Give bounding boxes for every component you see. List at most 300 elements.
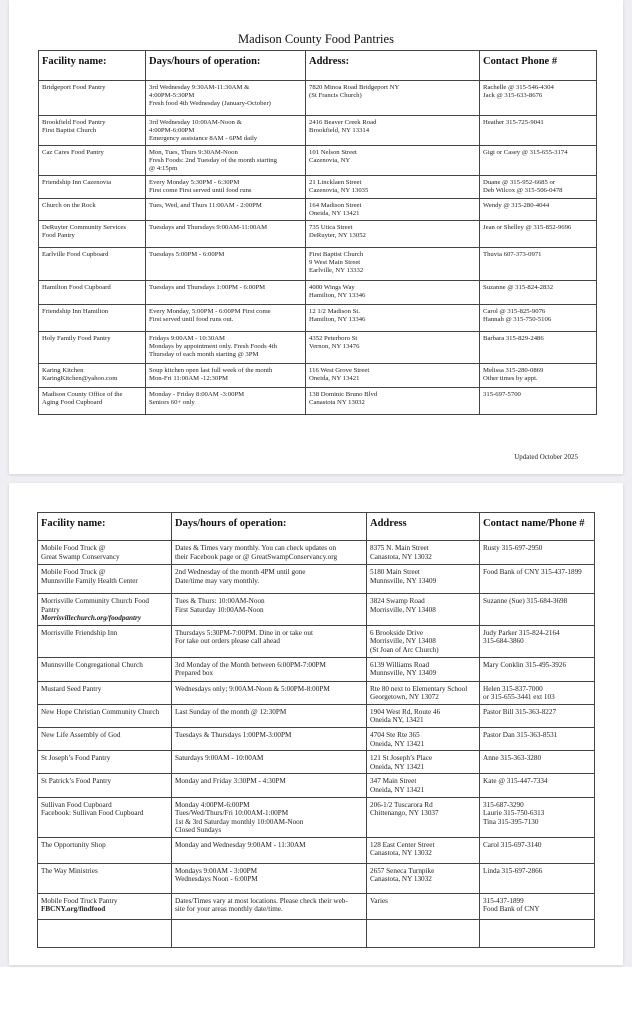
cell-contact: [480, 657, 595, 681]
cell-contact: [480, 305, 597, 332]
updated-date: Updated October 2025: [514, 453, 578, 461]
facility-line: Munnsville Family Health Center: [41, 576, 138, 585]
cell-facility: [39, 332, 146, 364]
cell-facility: [38, 657, 172, 681]
cell-facility: [38, 594, 172, 626]
hours-line: Mondays by appointment only. Fresh Foods 4th: [149, 343, 277, 350]
cell-contact: [480, 774, 595, 797]
facility-line: Hamilton Food Cupboard: [42, 284, 111, 291]
cell-contact: [480, 221, 597, 248]
cell-address: [306, 221, 480, 248]
address-line: 4000 Wings Way: [309, 284, 355, 291]
cell-hours: [146, 364, 306, 388]
address-line: 6139 Williams Road: [370, 660, 430, 669]
address-line: 4704 Ste Rte 365: [370, 730, 420, 739]
cell-facility: [38, 893, 172, 919]
table-row: [38, 751, 595, 774]
facility-line: New Hope Christian Community Church: [41, 707, 160, 716]
cell-address: [306, 176, 480, 199]
facility-line: Food Pantry: [42, 232, 75, 239]
cell-hours: [172, 704, 367, 727]
cell-facility: [39, 199, 146, 221]
address-line: (St Francis Church): [309, 92, 362, 99]
hours-line: Tues, Wed, and Thurs 11:00AM - 2:00PM: [149, 202, 262, 209]
header-facility: Facility name:: [39, 51, 146, 81]
address-line: Varies: [370, 896, 388, 905]
hours-line: First come First served until food runs: [149, 187, 252, 194]
hours-line: Tues/Wed/Thurs/Fri 10:00AM-1:00PM: [175, 809, 289, 818]
cell-hours: [146, 221, 306, 248]
hours-line: Mon, Tues, Thurs 9:30AM-Noon: [149, 149, 238, 156]
facility-line: Morrisville Community Church Food: [41, 597, 150, 605]
table-row: [38, 774, 595, 797]
address-line: Brookfield, NY 13314: [309, 127, 370, 134]
hours-line: Seniors 60+ only: [149, 399, 195, 406]
cell-hours: [146, 81, 306, 116]
table-header-row: [38, 513, 595, 541]
hours-line: Last Sunday of the month @ 12:30PM: [175, 707, 287, 716]
hours-line: First Saturday 10:00AM-Noon: [175, 605, 264, 614]
address-line: 116 West Grove Street: [309, 367, 370, 374]
food-pantries-table-page-2: [37, 512, 595, 948]
cell-hours: [146, 199, 306, 221]
contact-line: Other times by appt.: [483, 375, 538, 382]
table-row: [39, 305, 597, 332]
cell-address: [306, 146, 480, 176]
cell-address: [306, 305, 480, 332]
cell-address: [367, 625, 480, 657]
contact-line: Judy Parker 315-824-2164: [483, 628, 560, 637]
cell-address: [367, 681, 480, 704]
address-line: Morrisville, NY 13408: [370, 605, 436, 614]
hours-line: First served until food runs out.: [149, 316, 234, 323]
cell-contact: [480, 565, 595, 594]
cell-hours: [146, 388, 306, 415]
hours-line: Thursday of each month starting @ 3PM: [149, 351, 259, 358]
address-line: Canastota, NY 13032: [370, 849, 432, 858]
cell-facility: [38, 774, 172, 797]
website-link[interactable]: Morrisvillechurch.org/foodpantry: [41, 614, 142, 623]
facility-line: Mobile Food Truck @: [41, 544, 106, 552]
table-row: [38, 565, 595, 594]
cell-hours: [146, 305, 306, 332]
address-line: Morrisville, NY 13408: [370, 637, 436, 646]
contact-line: Tina 315-395-7130: [483, 817, 539, 826]
hours-line: Fresh Foods: 2nd Tuesday of the month starting: [149, 157, 277, 164]
hours-line: Date/time may vary monthly.: [175, 576, 260, 585]
hours-line: Wednesdays only; 9:00AM-Noon & 5:00PM-8:00PM: [175, 684, 330, 693]
cell-hours: [146, 146, 306, 176]
facility-line: Morrisville Friendship Inn: [41, 628, 118, 637]
table-row: [38, 657, 595, 681]
header-hours: Days/hours of operation:: [146, 51, 306, 81]
table-row: [39, 221, 597, 248]
cell-hours: [172, 893, 367, 919]
contact-line: 315-684-3860: [483, 637, 524, 646]
contact-line: 315-687-3290: [483, 800, 524, 809]
hours-line: Every Monday 5:30PM - 6:30PM: [149, 179, 240, 186]
cell-facility: [39, 81, 146, 116]
cell-address: [367, 704, 480, 727]
hours-line: Closed Sundays: [175, 826, 222, 835]
contact-line: Carol @ 315-825-9076: [483, 308, 546, 315]
table-row: [38, 837, 595, 863]
hours-line: Wednesdays Noon - 6:00PM: [175, 875, 258, 884]
hours-line: Monday - Friday 8:00AM -3:00PM: [149, 391, 245, 398]
cell-contact: [480, 248, 597, 281]
document-page-2: [9, 483, 623, 965]
contact-line: Laurie 315-750-6313: [483, 809, 545, 818]
facility-line: First Baptist Church: [42, 127, 97, 134]
cell-contact: [480, 751, 595, 774]
address-line: Cazenovia, NY 13035: [309, 187, 369, 194]
food-pantries-table-page-1: [38, 50, 597, 415]
cell-facility: [38, 565, 172, 594]
contact-line: Food Bank of CNY: [483, 905, 540, 914]
hours-line: 1st & 3rd Saturday monthly 10:00AM-Noon: [175, 817, 304, 826]
cell-address: [367, 565, 480, 594]
cell-contact: [480, 919, 595, 947]
address-line: Canastota, NY 13032: [370, 552, 432, 561]
cell-hours: [146, 332, 306, 364]
cell-address: [367, 797, 480, 837]
address-line: Georgetown, NY 13072: [370, 693, 439, 702]
contact-line: Suzanne @ 315-824-2832: [483, 284, 554, 291]
hours-line: Tues & Thurs: 10:00AM-Noon: [175, 597, 265, 605]
hours-line: 2nd Wednesday of the month 4PM until gone: [175, 568, 306, 576]
address-line: Chittenango, NY 13037: [370, 809, 439, 818]
cell-facility: [38, 797, 172, 837]
table-row: [38, 919, 595, 947]
cell-facility: [39, 364, 146, 388]
cell-contact: [480, 364, 597, 388]
hours-line: site for your areas monthly date/time.: [175, 905, 283, 914]
cell-address: [306, 199, 480, 221]
header-facility: Facility name:: [38, 513, 172, 541]
address-line: 164 Madison Street: [309, 202, 362, 209]
table-row: [39, 332, 597, 364]
contact-line: Jack @ 315-633-8676: [483, 92, 543, 99]
hours-line: Tuesdays and Thursdays 9:00AM-11:00AM: [149, 224, 268, 231]
cell-hours: [172, 625, 367, 657]
hours-line: 3rd Wednesday 9:30AM-11:30AM &: [149, 84, 250, 91]
address-line: Earlville, NY 13332: [309, 267, 364, 274]
cell-contact: [480, 388, 597, 415]
facility-line: St Patrick’s Food Pantry: [41, 777, 112, 786]
address-line: Vernon, NY 13476: [309, 343, 360, 350]
facility-line: New Life Assembly of God: [41, 730, 121, 739]
contact-line: Barbara 315-829-2486: [483, 335, 544, 342]
contact-line: Melissa 315-280-0869: [483, 367, 544, 374]
address-line: (St Joan of Arc Church): [370, 645, 439, 654]
hours-line: Tuesdays & Thursdays 1:00PM-3:00PM: [175, 730, 292, 739]
cell-hours: [172, 681, 367, 704]
cell-contact: [480, 541, 595, 565]
cell-contact: [480, 863, 595, 893]
address-line: 4352 Peterboro St: [309, 335, 358, 342]
contact-line: 315-697-5700: [483, 391, 521, 398]
cell-address: [306, 281, 480, 305]
hours-line: 3rd Monday of the Month between 6:00PM-7:00PM: [175, 660, 326, 669]
table-row: [38, 594, 595, 626]
table-row: [38, 704, 595, 727]
cell-contact: [480, 146, 597, 176]
cell-address: [306, 116, 480, 146]
facility-line: Brookfield Food Pantry: [42, 119, 106, 126]
contact-line: Heather 315-725-9041: [483, 119, 544, 126]
table-row: [38, 681, 595, 704]
hours-line: Monday 4:00PM-6:00PM: [175, 800, 250, 809]
cell-contact: [480, 176, 597, 199]
cell-address: [367, 541, 480, 565]
cell-hours: [172, 919, 367, 947]
hours-line: Monday and Friday 3:30PM - 4:30PM: [175, 777, 286, 786]
cell-hours: [172, 774, 367, 797]
facility-line: Friendship Inn Cazenovia: [42, 179, 112, 186]
cell-hours: [172, 751, 367, 774]
table-row: [38, 541, 595, 565]
cell-hours: [172, 541, 367, 565]
address-line: Cazenovia, NY: [309, 157, 351, 164]
cell-contact: [480, 704, 595, 727]
facility-line: Church on the Rock: [42, 202, 96, 209]
cell-hours: [172, 657, 367, 681]
cell-address: [306, 248, 480, 281]
cell-address: [306, 81, 480, 116]
cell-facility: [39, 146, 146, 176]
cell-hours: [172, 863, 367, 893]
address-line: 206-1/2 Tuscarora Rd: [370, 800, 433, 809]
header-contact: Contact name/Phone #: [480, 513, 595, 541]
table-row: [39, 116, 597, 146]
table-row: [38, 863, 595, 893]
contact-line: Mary Conklin 315-495-3926: [483, 660, 567, 669]
facility-line: Karing Kitchen: [42, 367, 84, 374]
table-header-row: [39, 51, 597, 81]
cell-facility: [39, 305, 146, 332]
contact-line: Jean or Shelley @ 315-852-9696: [483, 224, 572, 231]
contact-line: Gigi or Casey @ 315-655-3174: [483, 149, 568, 156]
address-line: Oneida, NY 13421: [370, 762, 425, 771]
cell-hours: [146, 281, 306, 305]
address-line: 8375 N. Main Street: [370, 544, 429, 552]
hours-line: Saturdays 9:00AM - 10:00AM: [175, 754, 264, 763]
cell-hours: [172, 837, 367, 863]
cell-facility: [38, 751, 172, 774]
facility-line: Caz Cares Food Pantry: [42, 149, 104, 156]
cell-facility: [39, 176, 146, 199]
hours-line: Prepared box: [175, 669, 214, 678]
cell-contact: [480, 797, 595, 837]
contact-line: Rachelle @ 315-546-4304: [483, 84, 554, 91]
address-line: Oneida, NY 13421: [309, 210, 360, 217]
cell-facility: [39, 221, 146, 248]
cell-contact: [480, 116, 597, 146]
document-page-1: [9, 0, 623, 474]
hours-line: Tuesdays and Thursdays 1:00PM - 6:00PM: [149, 284, 266, 291]
hours-line: Fridays 9:00AM - 10:30AM: [149, 335, 225, 342]
facility-line: Pantry: [41, 605, 60, 614]
cell-address: [367, 751, 480, 774]
address-line: 128 East Center Street: [370, 840, 435, 849]
facility-line: Mustard Seed Pantry: [41, 684, 102, 693]
hours-line: Tuesdays 5:00PM - 6:00PM: [149, 251, 225, 258]
facility-line: KaringKitchen@yahoo.com: [42, 375, 118, 382]
contact-line: Rusty 315-697-2950: [483, 544, 543, 552]
cell-hours: [146, 176, 306, 199]
contact-line: Wendy @ 315-280-4044: [483, 202, 550, 209]
cell-facility: [38, 863, 172, 893]
address-line: Oneida, NY 13421: [309, 375, 360, 382]
contact-line: 315-437-1899: [483, 896, 524, 905]
cell-address: [367, 837, 480, 863]
hours-line: Thursdays 5:30PM-7:00PM. Dine in or take out: [175, 628, 313, 637]
cell-facility: [39, 248, 146, 281]
table-row: [39, 81, 597, 116]
hours-line: Mon-Fri 11:00AM -12:30PM: [149, 375, 228, 382]
cell-facility: [38, 681, 172, 704]
address-line: 21 Lincklaen Street: [309, 179, 362, 186]
hours-line: Every Monday, 5:00PM - 6:00PM First come: [149, 308, 271, 315]
facility-line: Facebook: Sullivan Food Cupboard: [41, 809, 144, 818]
address-line: 2416 Beaver Creek Road: [309, 119, 377, 126]
contact-line: Pastor Bill 315-363-8227: [483, 707, 557, 716]
cell-address: [367, 863, 480, 893]
contact-line: Pastor Dan 315-363-8531: [483, 730, 558, 739]
hours-line: Dates/Times vary at most locations. Please check their web-: [175, 896, 348, 905]
cell-contact: [480, 625, 595, 657]
address-line: Canastota NY 13032: [309, 399, 365, 406]
facility-line: Madison County Office of the: [42, 391, 123, 398]
address-line: Oneida NY, 13421: [370, 716, 424, 725]
cell-facility: [38, 541, 172, 565]
cell-address: [367, 919, 480, 947]
facility-line: The Way Ministries: [41, 866, 98, 875]
table-row: [38, 797, 595, 837]
cell-address: [306, 332, 480, 364]
hours-line: For take out orders please call ahead: [175, 637, 280, 646]
cell-address: [367, 657, 480, 681]
hours-line: Mondays 9:00AM - 3:00PM: [175, 866, 258, 875]
address-line: 3824 Swamp Road: [370, 597, 425, 605]
cell-facility: [38, 919, 172, 947]
facility-line: Aging Food Cupboard: [42, 399, 103, 406]
facility-line: Holy Family Food Pantry: [42, 335, 111, 342]
cell-contact: [480, 727, 595, 750]
contact-line: or 315-655-3441 ext 103: [483, 693, 555, 702]
table-row: [39, 388, 597, 415]
contact-line: Duane @ 315-952-6685 or: [483, 179, 556, 186]
cell-contact: [480, 837, 595, 863]
cell-address: [367, 727, 480, 750]
table-row: [38, 727, 595, 750]
address-line: 101 Nelson Street: [309, 149, 357, 156]
facility-line: Mobile Food Truck Pantry: [41, 896, 118, 905]
cell-hours: [146, 248, 306, 281]
address-line: 12 1/2 Madison St.: [309, 308, 360, 315]
table-row: [39, 176, 597, 199]
address-line: 7820 Minoa Road Bridgeport NY: [309, 84, 400, 91]
cell-contact: [480, 281, 597, 305]
hours-line: Dates & Times vary monthly. You can check updates on: [175, 544, 337, 552]
contact-line: Kate @ 315-447-7334: [483, 777, 548, 786]
address-line: Hamilton, NY 13346: [309, 292, 366, 299]
contact-line: Suzanne (Sue) 315-684-3698: [483, 597, 568, 605]
address-line: 5180 Main Street: [370, 568, 420, 576]
address-line: 9 West Main Street: [309, 259, 361, 266]
address-line: Oneida, NY 13421: [370, 739, 425, 748]
cell-hours: [172, 797, 367, 837]
contact-line: Food Bank of CNY 315-437-1899: [483, 568, 582, 576]
cell-contact: [480, 199, 597, 221]
cell-facility: [39, 116, 146, 146]
table-row: [38, 893, 595, 919]
address-line: First Baptist Church: [309, 251, 364, 258]
cell-contact: [480, 893, 595, 919]
table-row: [38, 625, 595, 657]
address-line: DeRuyter, NY 13052: [309, 232, 366, 239]
header-address: Address:: [306, 51, 480, 81]
contact-line: Helen 315-837-7000: [483, 684, 543, 693]
header-address: Address: [367, 513, 480, 541]
cell-contact: [480, 81, 597, 116]
address-line: Munnsville, NY 13409: [370, 669, 437, 678]
hours-line: Monday and Wednesday 9:00AM - 11:30AM: [175, 840, 306, 849]
hours-line: 4:00PM-5:30PM: [149, 92, 195, 99]
cell-facility: [39, 281, 146, 305]
contact-line: Linda 315-697-2866: [483, 866, 543, 875]
hours-line: Soup kitchen open last full week of the month: [149, 367, 273, 374]
cell-address: [367, 774, 480, 797]
hours-line: Emergency assistance 8AM - 6PM daily: [149, 135, 258, 142]
address-line: 121 St Joseph’s Place: [370, 754, 433, 763]
contact-line: Carol 315-697-3140: [483, 840, 542, 849]
facility-line: Bridgeport Food Pantry: [42, 84, 106, 91]
header-hours: Days/hours of operation:: [172, 513, 367, 541]
facility-line: The Opportunity Shop: [41, 840, 106, 849]
table-row: [39, 248, 597, 281]
facility-line: Sullivan Food Cupboard: [41, 800, 112, 809]
table-row: [39, 281, 597, 305]
address-line: Rte 80 next to Elementary School: [370, 684, 468, 693]
address-line: Oneida, NY 13421: [370, 785, 425, 794]
cell-facility: [38, 704, 172, 727]
contact-line: Thuvia 607-373-0971: [483, 251, 542, 258]
address-line: 735 Utica Street: [309, 224, 353, 231]
website-link[interactable]: FBCNY.org/findfood: [41, 905, 106, 914]
facility-line: Great Swamp Conservancy: [41, 552, 120, 561]
cell-contact: [480, 594, 595, 626]
contact-line: Hannah @ 315-750-5106: [483, 316, 552, 323]
cell-address: [367, 594, 480, 626]
cell-address: [367, 893, 480, 919]
address-line: Hamilton, NY 13346: [309, 316, 366, 323]
facility-line: DeRuyter Community Services: [42, 224, 126, 231]
cell-hours: [172, 565, 367, 594]
hours-line: their Facebook page or @ GreatSwampConservancy.org: [175, 552, 338, 561]
facility-line: Friendship Inn Hamilton: [42, 308, 109, 315]
address-line: Canastota, NY 13032: [370, 875, 432, 884]
facility-line: Earlville Food Cupboard: [42, 251, 109, 258]
cell-address: [306, 388, 480, 415]
cell-hours: [172, 727, 367, 750]
header-contact: Contact Phone #: [480, 51, 597, 81]
hours-line: @ 4:15pm: [149, 165, 178, 172]
cell-address: [306, 364, 480, 388]
address-line: 1904 West Rd, Route 46: [370, 707, 441, 716]
cell-facility: [38, 727, 172, 750]
cell-facility: [38, 837, 172, 863]
